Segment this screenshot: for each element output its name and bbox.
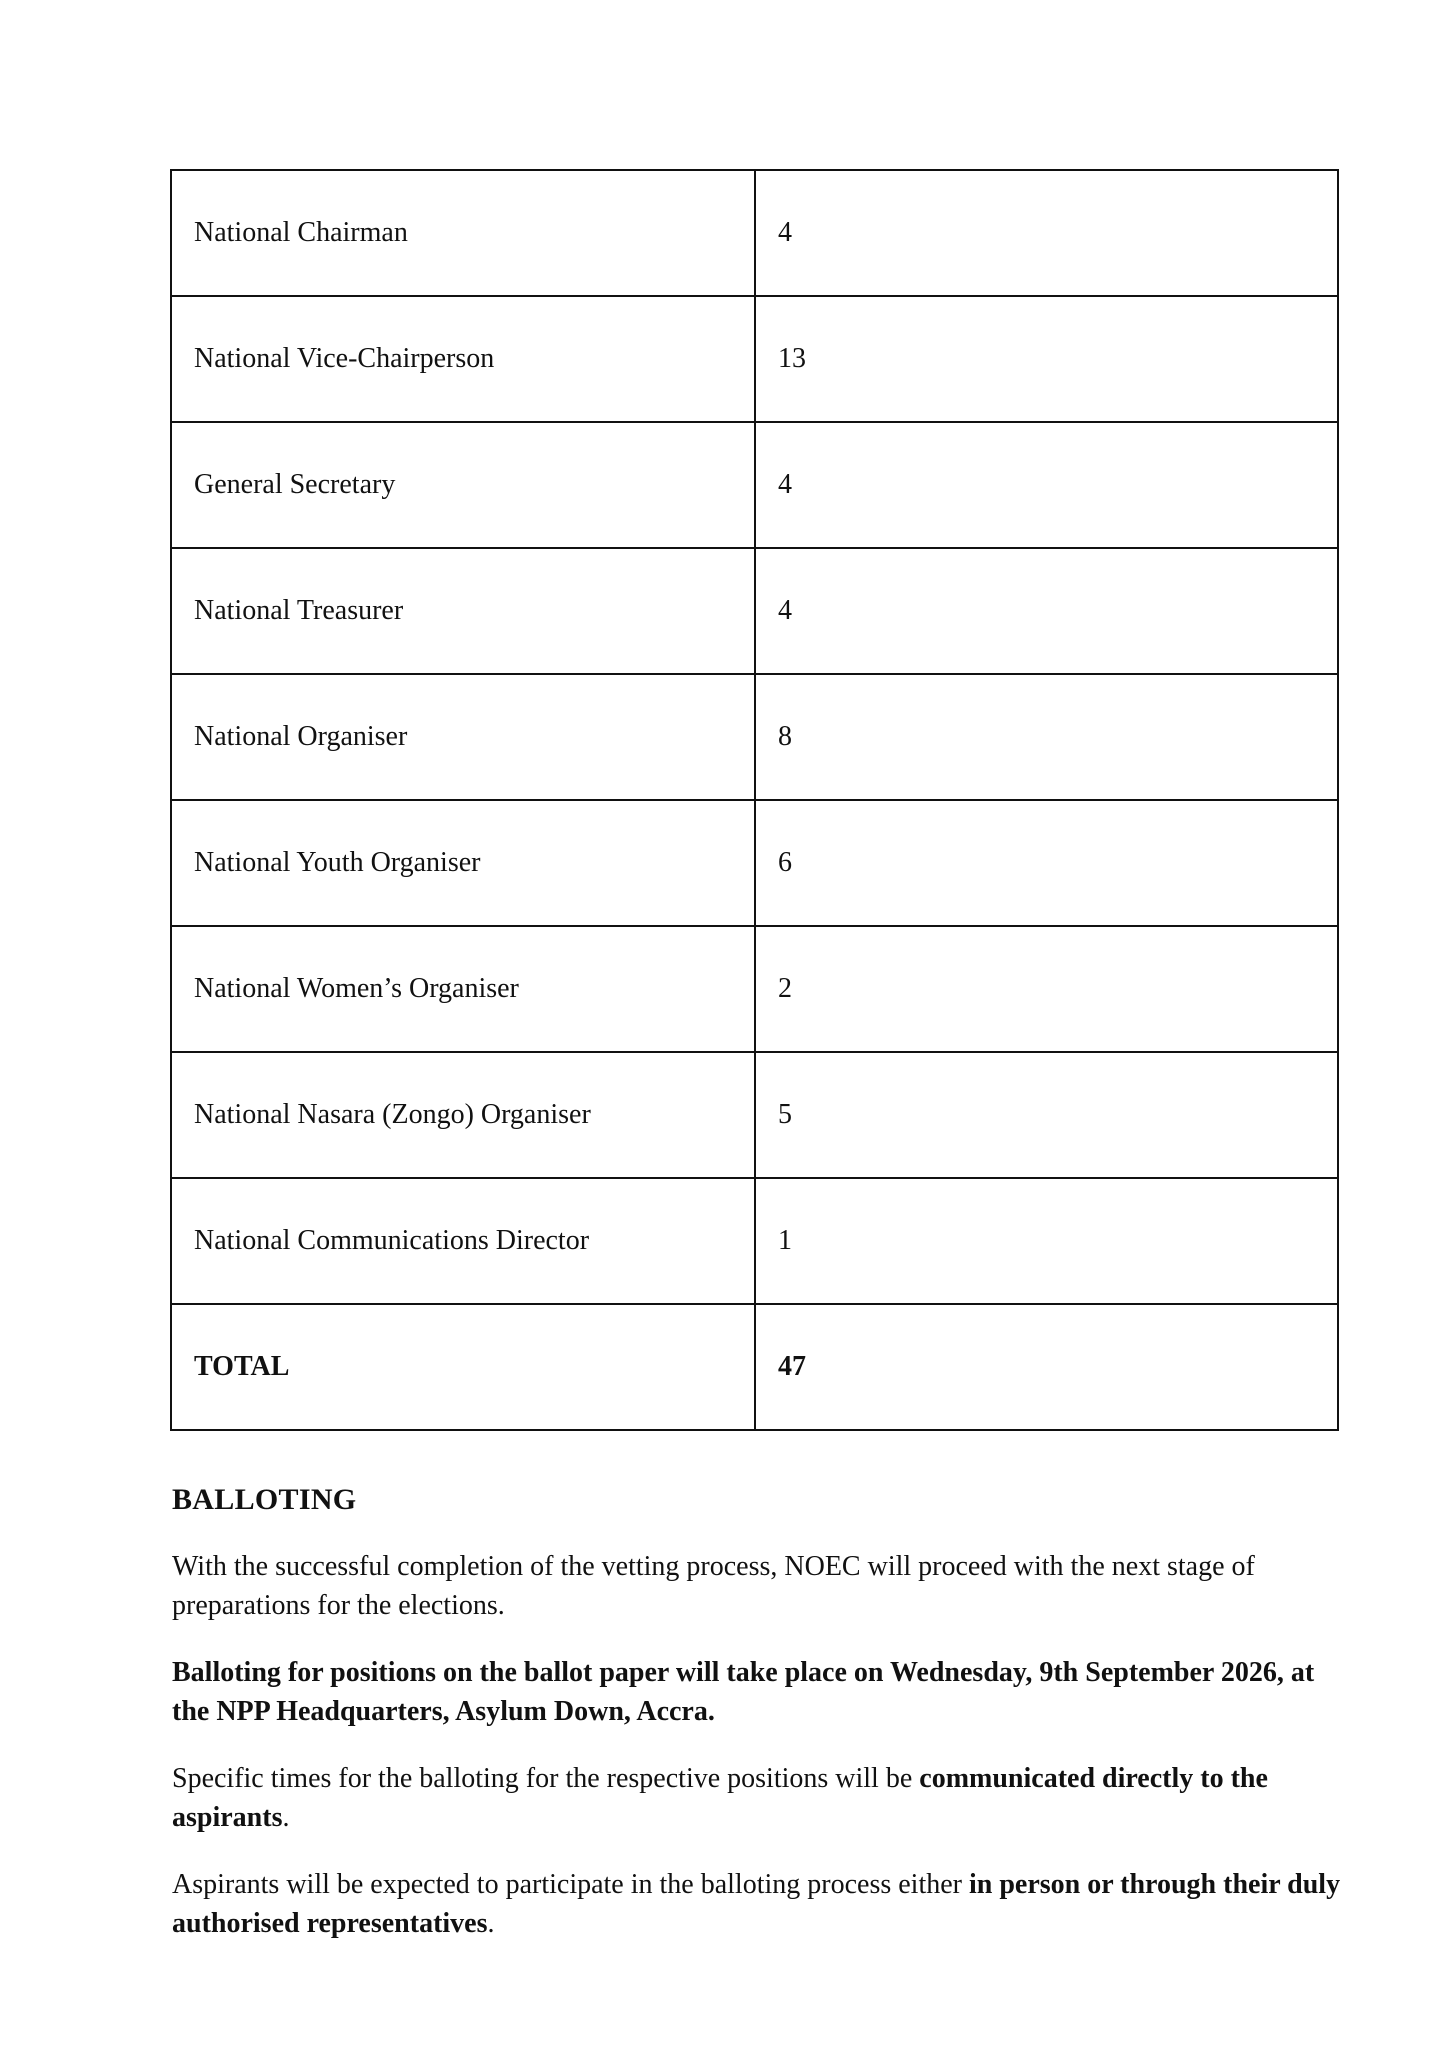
position-cell: National Youth Organiser — [171, 800, 755, 926]
position-cell: National Treasurer — [171, 548, 755, 674]
paragraph-text: Specific times for the balloting for the respective positions will be — [172, 1763, 920, 1794]
table-row — [171, 800, 1338, 926]
count-cell: 4 — [755, 422, 1338, 548]
table-row — [171, 296, 1338, 422]
table-row — [171, 422, 1338, 548]
count-cell: 4 — [755, 170, 1338, 296]
table-row — [171, 1178, 1338, 1304]
paragraph-text: . — [487, 1908, 495, 1939]
count-cell: 4 — [755, 548, 1338, 674]
table-row — [171, 674, 1338, 800]
count-cell: 2 — [755, 926, 1338, 1052]
position-cell: National Communications Director — [171, 1178, 755, 1304]
position-cell: National Chairman — [171, 170, 755, 296]
balloting-section — [172, 1483, 1347, 1971]
position-cell: National Organiser — [171, 674, 755, 800]
position-cell: National Women’s Organiser — [171, 926, 755, 1052]
paragraph-text: . — [282, 1802, 290, 1833]
count-cell: 8 — [755, 674, 1338, 800]
section-heading: BALLOTING — [172, 1483, 357, 1516]
total-row — [171, 1304, 1338, 1430]
total-count-cell: 47 — [755, 1304, 1338, 1430]
paragraph-specific-times — [172, 1759, 1347, 1837]
count-cell: 1 — [755, 1178, 1338, 1304]
paragraph-balloting-date: Balloting for positions on the ballot paper will take place on Wednesday, 9th September 2026, at the NPP Headquarters, Asylum Down, Accra. — [172, 1657, 1315, 1727]
table-row — [171, 926, 1338, 1052]
emphasis-text: communicated directly to the aspirants — [172, 1763, 1268, 1833]
position-cell: National Vice-Chairperson — [171, 296, 755, 422]
paragraph-participation — [172, 1865, 1347, 1943]
position-cell: General Secretary — [171, 422, 755, 548]
position-cell: National Nasara (Zongo) Organiser — [171, 1052, 755, 1178]
paragraph-text: Aspirants will be expected to participate in the balloting process either — [172, 1869, 969, 1900]
total-label-cell: TOTAL — [171, 1304, 755, 1430]
table-row — [171, 1052, 1338, 1178]
count-cell: 5 — [755, 1052, 1338, 1178]
positions-table — [170, 169, 1339, 1431]
emphasis-text: in person or through their duly authorised representatives — [172, 1869, 1341, 1939]
paragraph-vetting-completion: With the successful completion of the vetting process, NOEC will proceed with the next stage of preparations for the elections. — [172, 1551, 1255, 1621]
table-row — [171, 548, 1338, 674]
count-cell: 13 — [755, 296, 1338, 422]
count-cell: 6 — [755, 800, 1338, 926]
table-row — [171, 170, 1338, 296]
